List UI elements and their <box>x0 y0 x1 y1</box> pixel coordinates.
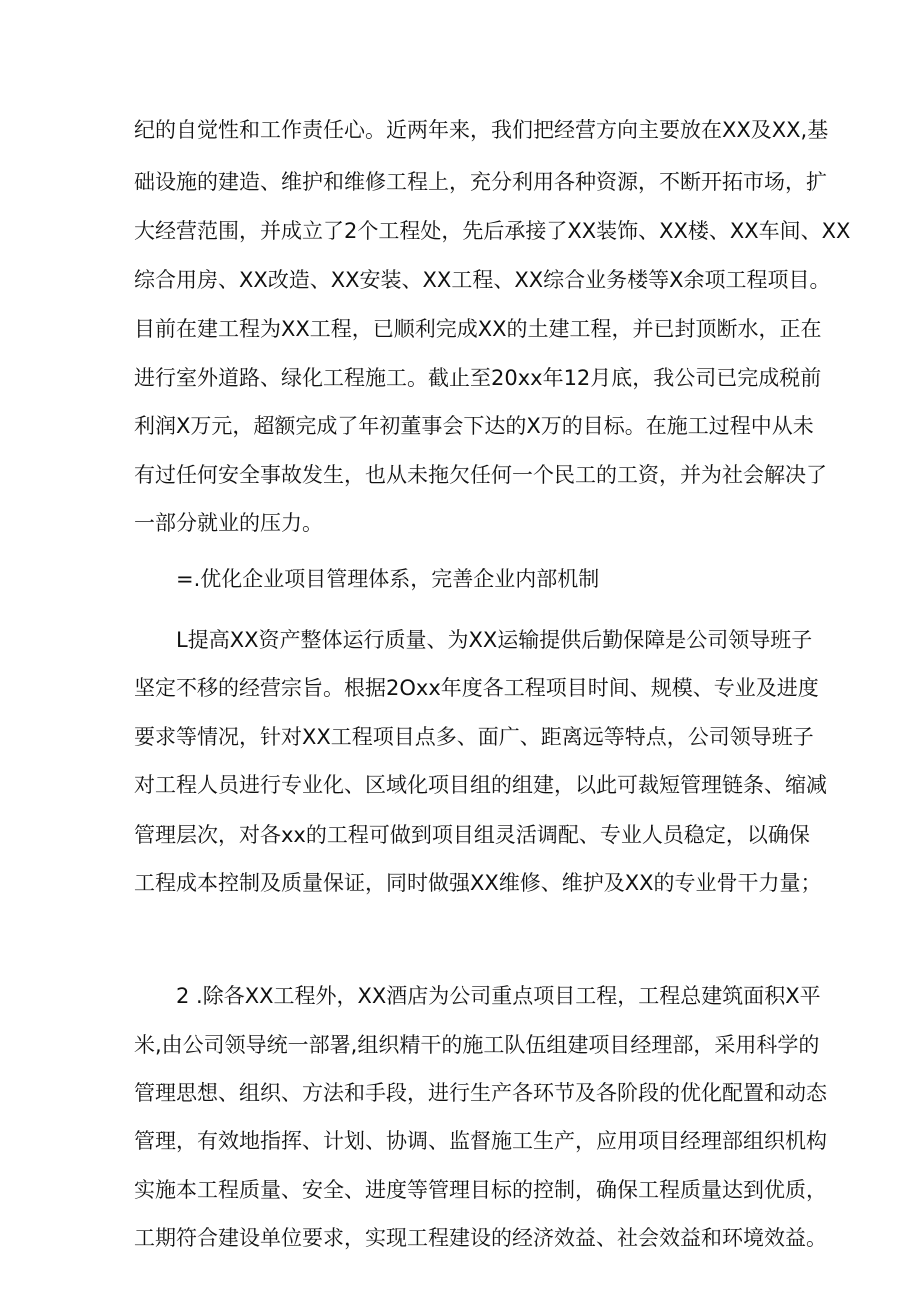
text-line: 工期符合建设单位要求，实现工程建设的经济效益、社会效益和环境效益。 <box>134 1226 827 1250</box>
text-line: L提高XX资产整体运行质量、为XX运输提供后勤保障是公司领导班子 <box>176 628 813 652</box>
text-line: 对工程人员进行专业化、区域化项目组的组建，以此可裁短管理链条、缩减 <box>134 773 827 797</box>
text-line: 管理层次，对各xx的工程可做到项目组灵活调配、专业人员稳定，以确保 <box>134 823 810 847</box>
text-line: 实施本工程质量、安全、进度等管理目标的控制，确保工程质量达到优质， <box>134 1178 827 1202</box>
text-line: 2 .除各XX工程外，XX酒店为公司重点项目工程，工程总建筑面积X平 <box>176 984 821 1008</box>
text-line: 目前在建工程为XX工程，已顺利完成XX的土建工程，并已封顶断水，正在 <box>134 317 822 341</box>
text-line: 础设施的建造、维护和维修工程上，充分利用各种资源，不断开拓市场，扩 <box>134 170 827 194</box>
text-line: 综合用房、XX改造、XX安装、XX工程、XX综合业务楼等X余项工程项目。 <box>134 268 831 292</box>
text-line: 利润X万元，超额完成了年初董事会下达的X万的目标。在施工过程中从未 <box>134 414 814 438</box>
text-line: 坚定不移的经营宗旨。根据2Oxx年度各工程项目时间、规模、专业及进度 <box>134 676 819 700</box>
text-line: 管理思想、组织、方法和手段，进行生产各环节及各阶段的优化配置和动态 <box>134 1081 827 1105</box>
text-line: 纪的自觉性和工作责任心。近两年来，我们把经营方向主要放在XX及XX,基 <box>134 118 829 142</box>
text-line: 米,由公司领导统一部署,组织精干的施工队伍组建项目经理部，采用科学的 <box>134 1033 820 1057</box>
text-line: 进行室外道路、绿化工程施工。截止至20xx年12月底，我公司已完成税前 <box>134 366 822 390</box>
text-line: 管理，有效地指挥、计划、协调、监督施工生产，应用项目经理部组织机构 <box>134 1129 827 1153</box>
text-line: 有过任何安全事故发生，也从未拖欠任何一个民工的工资，并为社会解决了 <box>134 463 827 487</box>
text-line: 要求等情况，针对XX工程项目点多、面广、距离远等特点，公司领导班子 <box>134 725 814 749</box>
text-line: 一部分就业的压力。 <box>134 511 323 535</box>
section-heading: =.优化企业项目管理体系，完善企业内部机制 <box>176 567 600 591</box>
text-line: 大经营范围，并成立了2个工程处，先后承接了XX装饰、XX楼、XX车间、XX <box>134 219 851 243</box>
text-line: 工程成本控制及质量保证，同时做强XX维修、维护及XX的专业骨干力量； <box>134 871 822 895</box>
